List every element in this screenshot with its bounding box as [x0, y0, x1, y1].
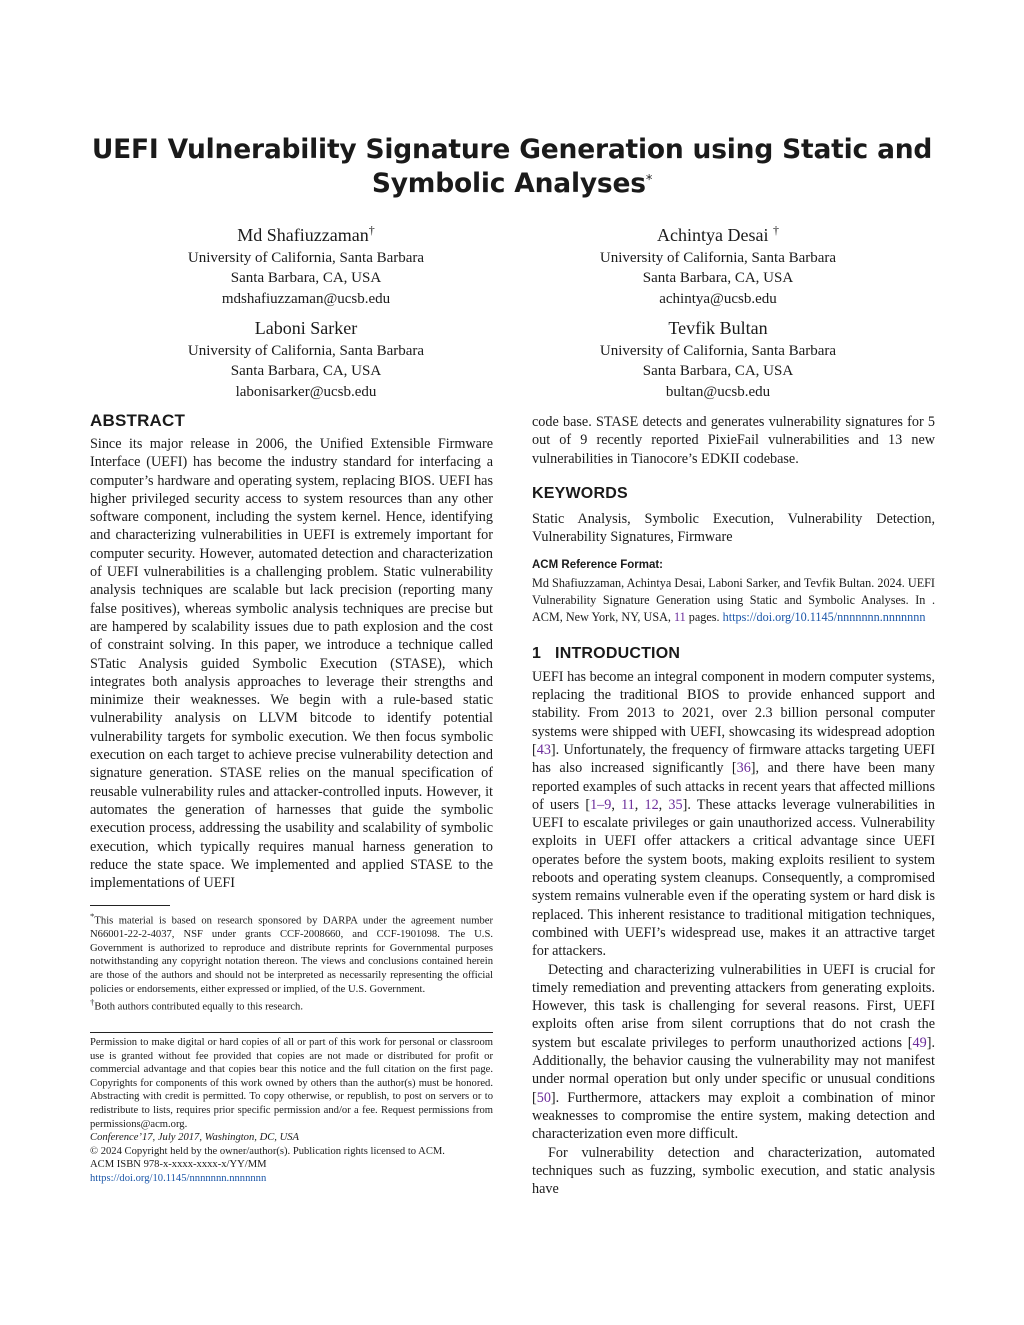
citation-link[interactable]: 35 — [668, 796, 683, 813]
copyright-line: © 2024 Copyright held by the owner/author(s). Publication rights licensed to ACM. — [90, 1145, 445, 1157]
keywords-text: Static Analysis, Symbolic Execution, Vulnerability Detection, Vulnerability Signatures, Firmware — [532, 510, 935, 546]
author-affiliation: University of California, Santa Barbara — [599, 343, 837, 359]
citation-link[interactable]: 36 — [736, 760, 751, 777]
equal-contribution-footnote — [90, 996, 493, 1014]
citation-link[interactable]: 1–9 — [590, 796, 612, 813]
author-name: Md Shafiuzzaman — [237, 225, 369, 245]
author-mark: † — [368, 223, 375, 237]
citation-link[interactable]: 43 — [536, 741, 551, 758]
conference-line: Conference’17, July 2017, Washington, DC, USA — [90, 1132, 300, 1144]
abstract-continued: code base. STASE detects and generates vulnerability signatures for 5 out of 9 recently reported PixieFail vulnerabilities and 13 new vulnerabilities in Tianocore’s EDKII codebase. — [532, 414, 935, 467]
author-name: Achintya Desai — [657, 225, 773, 245]
author-email: achintya@ucsb.edu — [659, 290, 777, 307]
acm-reference-body: Md Shafiuzzaman, Achintya Desai, Laboni Sarker, and Tevfik Bultan. 2024. UEFI Vulnerability Signature Generation using Static and Symbolic Analyses. In . ACM, New York, NY, USA, — [532, 575, 935, 624]
acm-reference-text — [532, 575, 935, 626]
author-name: Tevfik Bultan — [668, 318, 768, 338]
sponsor-footnote-text: This material is based on research sponsored by DARPA under the agreement number N66001-22-2-4037, NSF under grants CCF-2008660, and CCF-1901098. The U.S. Government is authorized to reproduce and distribute reprints for Governmental purposes notwithstanding any copyright notation thereon. The views and conclusions contained herein are those of the authors and should not be interpreted as necessarily representing the official policies or endorsements, either expressed or implied, of the U.S. Government. — [90, 915, 493, 995]
author-email: mdshafiuzzaman@ucsb.edu — [221, 290, 391, 307]
footnotes — [90, 910, 493, 1014]
footnote-mark: * — [90, 911, 95, 921]
pages-link[interactable]: 11 — [674, 609, 686, 624]
abstract-section — [90, 411, 493, 892]
citation-link[interactable]: 12 — [644, 796, 659, 813]
acm-doi-link[interactable]: https://doi.org/10.1145/nnnnnnn.nnnnnnn — [722, 609, 926, 624]
sponsor-footnote — [90, 910, 493, 996]
paragraph-text: ], and there have been many reported examples of such attacks in recent years that affected millions of users [ — [532, 760, 935, 813]
paragraph-text: , — [658, 796, 669, 813]
paper-title — [60, 133, 964, 201]
intro-paragraph-2 — [532, 961, 935, 1144]
paragraph-text: UEFI has become an integral component in modern computer systems, replacing the traditional BIOS to provide enhanced support and stability. From 2013 to 2021, over 2.3 billion personal computer systems were shipped with UEFI, showcasing its widespread adoption [ — [532, 668, 935, 758]
permission-block — [90, 1036, 493, 1186]
author-email: bultan@ucsb.edu — [665, 383, 771, 400]
paragraph-text: Detecting and characterizing vulnerabilities in UEFI is crucial for timely remediation and preventing attackers from generating exploits. However, this task is challenging for several reasons. First, UEFI exploits often arise from silent corruptions that do not crash the system but escalate privileges to perform unauthorized actions [ — [532, 961, 935, 1051]
citation-link[interactable]: 49 — [912, 1034, 927, 1051]
author-location: Santa Barbara, CA, USA — [642, 270, 794, 287]
author-affiliation: University of California, Santa Barbara — [187, 250, 425, 266]
intro-paragraph-1 — [532, 668, 935, 961]
abstract-text: Since its major release in 2006, the Unified Extensible Firmware Interface (UEFI) has become the industry standard for interfacing a computer’s hardware and operating system, replacing BIOS. UEFI has higher privileged security access to system resources than any other software component, including the system kernel. Hence, identifying and characterizing vulnerabilities in UEFI is extremely important for computer security. However, automated detection and characterization of UEFI vulnerabilities is a challenging problem. Static vulnerability analysis techniques are scalable but lack precision (reporting many false positives), whereas symbolic analysis techniques are precise but are hampered by scalability issues due to path explosion and the cost of constraint solving. In this paper, we introduce a technique called STatic Analysis guided Symbolic Execution (STASE), which integrates both analysis approaches to leverage their strengths and minimize their weaknesses. We begin with a rule-based static vulnerability analysis on LLVM bitcode to identify potential vulnerability targets for symbolic execution. We then focus symbolic execution on each target to achieve precise vulnerability detection and signature generation. STASE relies on the manual specification of reusable vulnerability rules and attacker-controlled inputs. However, it automates the generation of harnesses that guide the symbolic execution process, addressing the usability and scalability of symbolic execution, which typically requires manual harness generation to reduce the state space. We implemented and applied STASE to the implementations of UEFI — [90, 436, 493, 892]
paper-title-text: UEFI Vulnerability Signature Generation using Static and Symbolic Analyses — [91, 134, 933, 199]
author-location: Santa Barbara, CA, USA — [230, 270, 382, 287]
intro-paragraph-3: For vulnerability detection and characterization, automated techniques such as fuzzing, symbolic execution, and static analysis have — [532, 1144, 935, 1198]
title-footnote-mark: * — [645, 173, 653, 188]
author-block-2 — [508, 218, 928, 309]
author-affiliation: University of California, Santa Barbara — [187, 343, 425, 359]
isbn-line: ACM ISBN 978-x-xxxx-xxxx-x/YY/MM — [90, 1159, 267, 1171]
author-block-3 — [96, 316, 516, 402]
paragraph-text: ]. Furthermore, attackers may exploit a combination of minor weaknesses to compromise the entire system, making detection and characterization even more difficult. — [532, 1089, 935, 1143]
author-location: Santa Barbara, CA, USA — [230, 363, 382, 380]
author-block-4 — [508, 316, 928, 402]
author-block-1 — [96, 218, 516, 309]
doi-link[interactable]: https://doi.org/10.1145/nnnnnnn.nnnnnnn — [90, 1172, 267, 1184]
introduction-heading — [532, 644, 935, 664]
equal-contribution-text: Both authors contributed equally to this research. — [94, 1001, 304, 1013]
acm-reference — [532, 556, 935, 625]
permission-divider — [90, 1032, 493, 1033]
paragraph-text: , — [611, 796, 622, 813]
footnote-divider — [90, 905, 170, 906]
citation-link[interactable]: 50 — [536, 1089, 551, 1106]
paragraph-text: ]. Additionally, the behavior causing the vulnerability may not manifest under normal operation but only under specific or unusual conditions [ — [532, 1034, 935, 1106]
abstract-heading: ABSTRACT — [90, 411, 186, 430]
author-location: Santa Barbara, CA, USA — [642, 363, 794, 380]
right-column — [532, 413, 935, 1198]
acm-reference-label: ACM Reference Format: — [532, 559, 663, 572]
author-mark: † — [772, 223, 779, 237]
footnote-mark: † — [90, 997, 95, 1008]
paragraph-text: ]. These attacks leverage vulnerabilities in UEFI to escalate privileges or gain unauthorized access. Vulnerability exploits in UEFI offer attackers a critical advantage since UEFI operates before the system boots, making exploits resilient to system reboots and operating system cleanups. Consequently, a compromised system remains vulnerable even if the operating system or hard disk is replaced. This inherent resistance to traditional mitigation techniques, combined with UEFI’s widespread use, makes it an attractive target for attackers. — [532, 796, 936, 960]
acm-reference-pages-suffix: pages. — [685, 609, 723, 624]
author-affiliation: University of California, Santa Barbara — [599, 250, 837, 266]
citation-link[interactable]: 11 — [621, 796, 635, 813]
section-title: INTRODUCTION — [555, 644, 681, 662]
paragraph-text: , — [634, 796, 645, 813]
author-name: Laboni Sarker — [254, 318, 358, 338]
paragraph-text: ]. Unfortunately, the frequency of firmware attacks targeting UEFI has also increased significantly [ — [532, 741, 935, 777]
keywords-heading: KEYWORDS — [532, 484, 628, 502]
section-number: 1 — [532, 644, 542, 662]
permission-text: Permission to make digital or hard copies of all or part of this work for personal or classroom use is granted without fee provided that copies are not made or distributed for profit or commercial advantage and that copies bear this notice and the full citation on the first page. Copyrights for components of this work owned by others than the author(s) must be honored. Abstracting with credit is permitted. To copy otherwise, or republish, to post on servers or to redistribute to lists, requires prior specific permission and/or a fee. Request permissions from permissions@acm.org. — [90, 1037, 493, 1130]
author-email: labonisarker@ucsb.edu — [235, 383, 377, 400]
